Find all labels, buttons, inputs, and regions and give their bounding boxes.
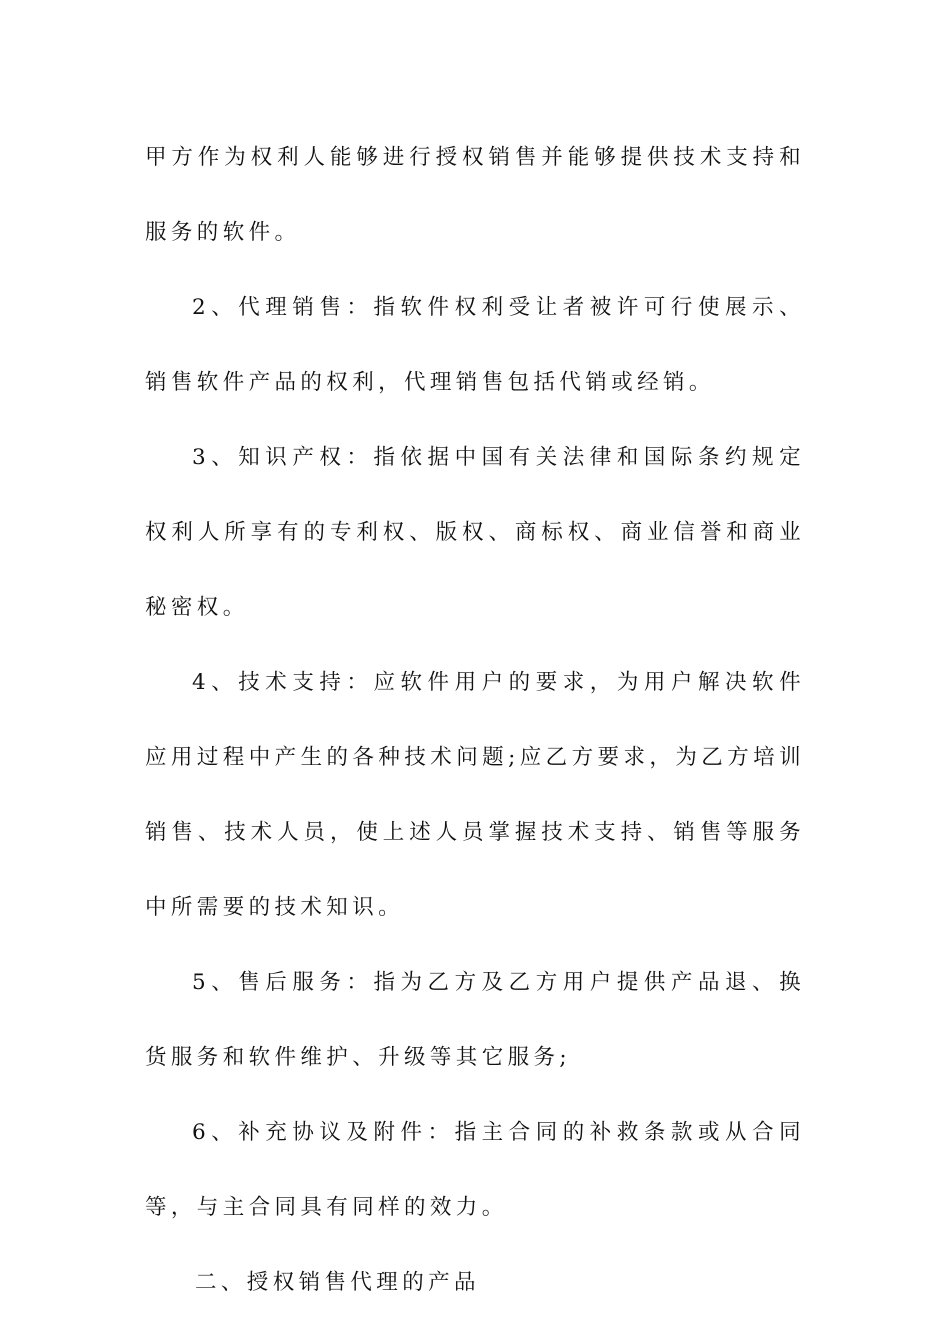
paragraph-intellectual-property: 3、知识产权：指依据中国有关法律和国际条约规定权利人所享有的专利权、版权、商标权、商业信誉和商业秘密权。 [145,445,805,620]
section-heading: 二、授权销售代理的产品 [195,1270,480,1295]
paragraph-agency-sales: 2、代理销售：指软件权利受让者被许可行使展示、销售软件产品的权利，代理销售包括代销或经销。 [145,295,805,395]
paragraph-technical-support: 4、技术支持：应软件用户的要求，为用户解决软件应用过程中产生的各种技术问题;应乙方要求，为乙方培训销售、技术人员，使上述人员掌握技术支持、销售等服务中所需要的技术知识。 [145,670,805,920]
paragraph-supplementary-agreement: 6、补充协议及附件：指主合同的补救条款或从合同等，与主合同具有同样的效力。 [145,1120,805,1220]
paragraph-after-sales-service: 5、售后服务：指为乙方及乙方用户提供产品退、换货服务和软件维护、升级等其它服务; [145,970,805,1070]
paragraph-software-definition: 甲方作为权利人能够进行授权销售并能够提供技术支持和服务的软件。 [145,145,805,245]
document-body [145,120,805,1320]
